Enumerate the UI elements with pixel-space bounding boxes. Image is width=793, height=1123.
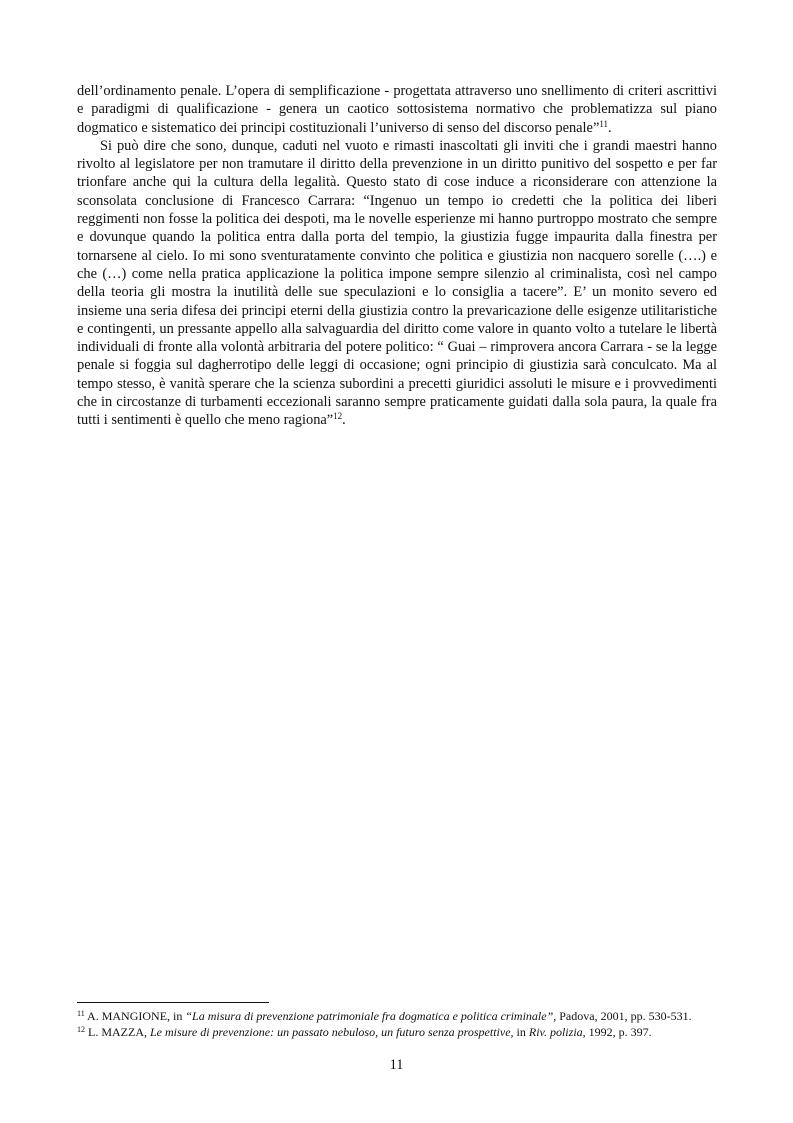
footnote-rest: Padova, 2001, pp. 530-531. (556, 1009, 692, 1023)
footnote-ref: 12 (333, 411, 343, 422)
paragraph-text: Si può dire che sono, dunque, caduti nel vuoto e rimasti inascoltati gli inviti che i grandi maestri hanno rivolto al legislatore per non tramutare il diritto della prevenzione in un diritto punitivo del sospetto e per far trionfare anche qui la cultura della legalità. Questo stato di cose induce a riconsiderare con attenzione la sconsolata conclusione di Francesco Carrara: “Ingenuo un tempo io credetti che la politica dei liberi reggimenti non fosse la politica dei despoti, ma le novelle esperienze mi hanno purtroppo mostrato che sempre e dovunque quando la politica entra dalla porta del tempio, la giustizia fugge impaurita dalla finestra per tornarsene al cielo. Io mi sono sventuratamente convinto che politica e giustizia non nacquero sorelle (….) e che (…) come nella pratica applicazione la politica impone sempre silenzio al criminalista, così nel campo della teoria gli mostra la inutilità delle sue speculazioni e lo consiglia a tacere”. E’ un monito severo ed insieme una seria difesa dei principi eterni della giustizia contro la prevaricazione delle esigenze utilitaristiche e contingenti, un pressante appello alla salvaguardia del diritto come valore in quanto volto a tutelare le libertà individuali di fronte alla volontà arbitraria del potere politico: “ Guai – rimprovera ancora Carrara - se la legge penale si foggia sul dagherrotipo delle leggi di occasione; ogni principio di giustizia sarà conculcato. Ma al tempo stesso, è vanità sperare che la scienza subordini a precetti giuridici assoluti le misure e i provvedimenti che in circostanze di turbamenti eccezionali saranno sempre praticamente guidati dalla sola paura, la quale fra tutti i sentimenti è quello che meno ragiona” (77, 137, 717, 429)
paragraph (77, 137, 717, 430)
footnote (77, 1025, 717, 1041)
main-text (77, 82, 717, 430)
footnote-author: A. MANGIONE, in (84, 1009, 186, 1023)
page-number: 11 (389, 1057, 404, 1073)
footnote-number: 11 (77, 1009, 85, 1018)
footnote (77, 1009, 717, 1025)
footnote-ref: 11 (599, 118, 608, 129)
footnote-title: Le misure di prevenzione: un passato nebuloso, un futuro senza prospettive, (150, 1024, 514, 1039)
footnote-journal: Riv. polizia (528, 1024, 583, 1039)
footnote-separator (77, 1002, 269, 1003)
footnote-connector: in (513, 1024, 529, 1039)
paragraph-end: . (342, 412, 346, 429)
footnotes (77, 1009, 717, 1040)
paragraph-end: . (608, 119, 612, 136)
paragraph (77, 82, 717, 137)
footnote-number: 12 (77, 1024, 85, 1034)
footnote-author: L. MAZZA, (85, 1024, 150, 1039)
footnote-title: “La misura di prevenzione patrimoniale fra dogmatica e politica criminale”, (185, 1009, 557, 1023)
footnote-rest: , 1992, p. 397. (582, 1024, 652, 1039)
paragraph-text: dell’ordinamento penale. L’opera di semplificazione - progettata attraverso uno snellimento di criteri ascrittivi e paradigmi di qualificazione - genera un caotico sottosistema normativo che problematizza sul piano dogmatico e sistematico dei principi costituzionali l’universo di senso del discorso penale” (77, 83, 717, 136)
